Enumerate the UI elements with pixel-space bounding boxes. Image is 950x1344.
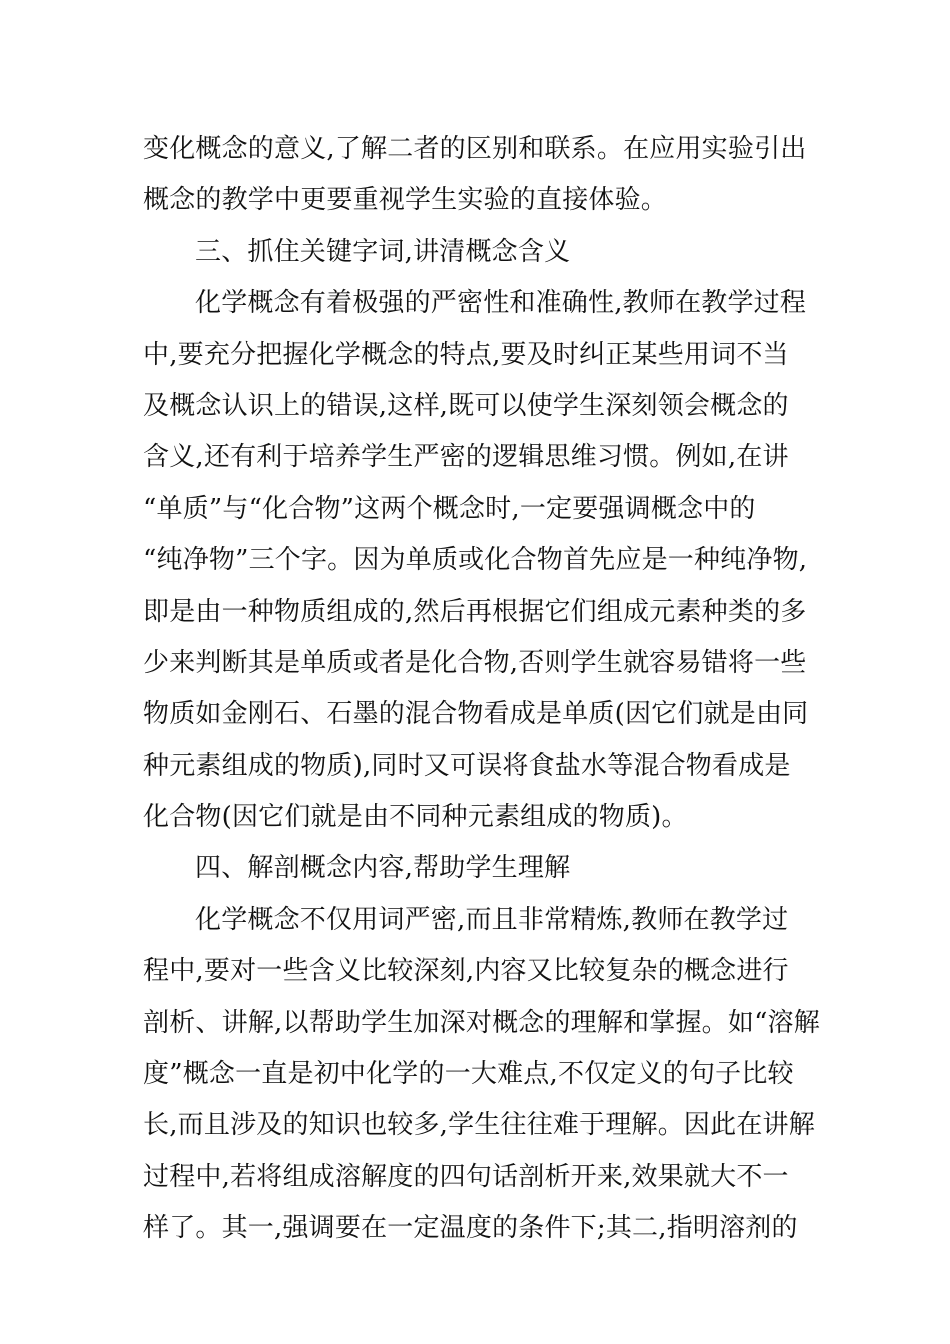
text-line-18: 剖析、讲解,以帮助学生加深对概念的理解和掌握。如“溶解 — [143, 1007, 820, 1038]
text-line-6: 及概念认识上的错误,这样,既可以使学生深刻领会概念的 — [143, 390, 789, 421]
section-heading-4: 四、解剖概念内容,帮助学生理解 — [195, 853, 571, 884]
text-line-17: 程中,要对一些含义比较深刻,内容又比较复杂的概念进行 — [143, 956, 789, 987]
text-line-1: 变化概念的意义,了解二者的区别和联系。在应用实验引出 — [143, 134, 807, 164]
text-line-8: “单质”与“化合物”这两个概念时,一定要强调概念中的 — [143, 493, 756, 524]
text-line-21: 过程中,若将组成溶解度的四句话剖析开来,效果就大不一 — [143, 1161, 789, 1192]
text-line-2: 概念的教学中更要重视学生实验的直接体验。 — [143, 185, 668, 216]
text-line-14: 化合物(因它们就是由不同种元素组成的物质)。 — [143, 802, 688, 833]
text-line-7: 含义,还有利于培养学生严密的逻辑思维习惯。例如,在讲 — [143, 442, 789, 473]
text-line-11: 少来判断其是单质或者是化合物,否则学生就容易错将一些 — [143, 647, 807, 678]
document-body — [143, 124, 820, 1255]
text-line-16: 化学概念不仅用词严密,而且非常精炼,教师在教学过 — [195, 904, 789, 935]
text-line-5: 中,要充分把握化学概念的特点,要及时纠正某些用词不当 — [143, 339, 789, 370]
text-line-22: 样了。其一,强调要在一定温度的条件下;其二,指明溶剂的 — [143, 1213, 798, 1244]
text-line-12: 物质如金刚石、石墨的混合物看成是单质(因它们就是由同 — [143, 699, 809, 730]
text-line-9: “纯净物”三个字。因为单质或化合物首先应是一种纯净物, — [143, 545, 808, 576]
text-line-10: 即是由一种物质组成的,然后再根据它们组成元素种类的多 — [143, 596, 807, 627]
text-line-20: 长,而且涉及的知识也较多,学生往往难于理解。因此在讲解 — [143, 1110, 815, 1141]
section-heading-3: 三、抓住关键字词,讲清概念含义 — [195, 236, 571, 267]
text-line-19: 度”概念一直是初中化学的一大难点,不仅定义的句子比较 — [143, 1059, 794, 1090]
text-line-4: 化学概念有着极强的严密性和准确性,教师在教学过程 — [195, 288, 807, 319]
text-line-13: 种元素组成的物质),同时又可误将食盐水等混合物看成是 — [143, 750, 791, 781]
